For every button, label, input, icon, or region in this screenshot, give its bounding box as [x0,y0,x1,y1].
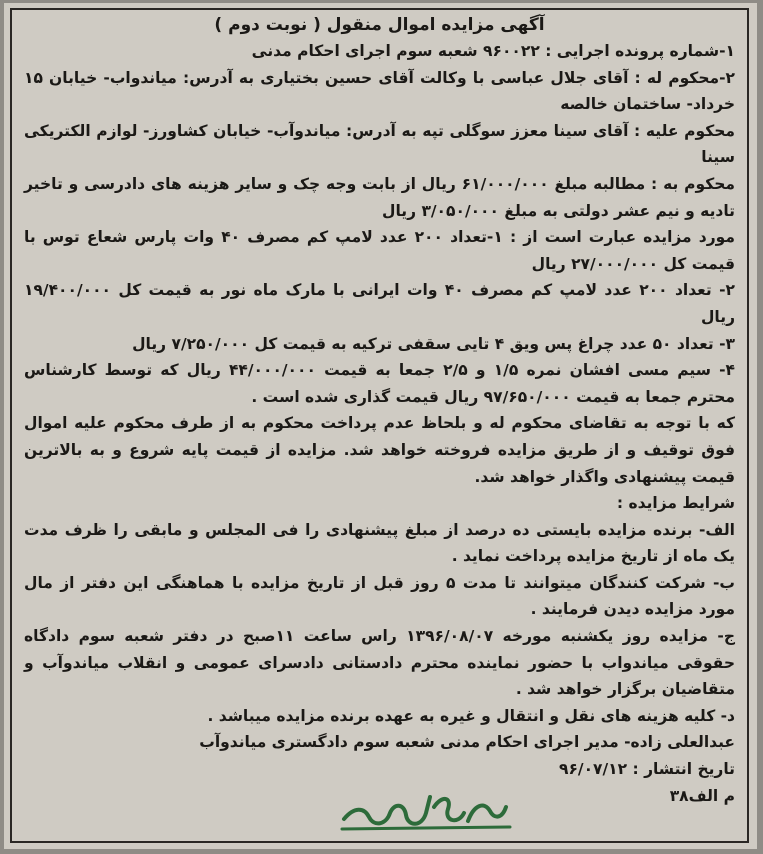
auction-item-4: ۴- سیم مسی افشان نمره ۱/۵ و ۲/۵ جمعا به قیمت ۴۴/۰۰۰/۰۰۰ ریال که توسط کارشناس محترم جمعا به قیمت ۹۷/۶۵۰/۰۰۰ ریال قیمت گذاری شده است . [24,361,735,406]
notice-body: که با توجه به تقاضای محکوم له و بلحاظ عدم پرداخت محکوم به از طرف محکوم علیه اموال فوق توقیف و از طریق مزایده فروخته خواهد شد. مزایده از قیمت پایه شروع و به بالاترین قیمت پیشنهادی واگذار خواهد شد. [24,414,735,486]
auction-item-1: مورد مزایده عبارت است از : ۱-تعداد ۲۰۰ عدد لامپ کم مصرف ۴۰ وات پارس شعاع توس با قیمت کل ۲۷/۰۰۰/۰۰۰ ریال [24,228,735,273]
condition-c: ج- مزایده روز یکشنبه مورخه ۱۳۹۶/۰۸/۰۷ راس ساعت ۱۱صبح در دفتر شعبه سوم دادگاه حقوقی میاندواب با حضور نماینده محترم دادستانی دادسرای عمومی و انقلاب میاندوآب و متقاضیان برگزار خواهد شد . [24,627,735,699]
file-number: ۱-شماره پرونده اجرایی : ۹۶۰۰۲۲ شعبه سوم اجرای احکام مدنی [251,42,735,60]
conditions-heading: شرایط مزایده : [616,494,735,513]
notice-title: آگهی مزایده اموال منقول ( نوبت دوم ) [214,15,545,35]
auction-item-2: ۲- تعداد ۲۰۰ عدد لامپ کم مصرف ۴۰ وات ایرانی با مارک ماه نور به قیمت کل ۱۹/۴۰۰/۰۰۰ ریال [24,281,735,326]
defendant: محکوم علیه : آقای سینا معزز سوگلی تپه به آدرس: میاندوآب- خیابان کشاورز- لوازم الکتریکی سینا [24,121,735,167]
judgment: محکوم به : مطالبه مبلغ ۶۱/۰۰۰/۰۰۰ ریال از بابت وجه چک و سایر هزینه های دادرسی و تاخیر تادیه و نیم عشر دولتی به مبلغ ۳/۰۵۰/۰۰۰ ریال [24,174,735,220]
condition-b: ب- شرکت کنندگان میتوانند تا مدت ۵ روز قبل از تاریخ مزایده با هماهنگی این دفتر از مال مورد مزایده دیدن فرمایند . [24,573,735,619]
notice-frame [10,8,749,843]
auction-item-3: ۳- تعداد ۵۰ عدد چراغ پس ویق ۴ تایی سقفی ترکیه به قیمت کل ۷/۲۵۰/۰۰۰ ریال [132,334,735,353]
condition-d: د- کلیه هزینه های نقل و انتقال و غیره به عهده برنده مزایده میباشد . [207,706,735,725]
reference-code: م الف۳۸ [669,786,735,805]
plaintiff: ۲-محکوم له : آقای جلال عباسی با وکالت آقای حسین بختیاری به آدرس: میاندواب- خیابان ۱۵ خرداد- ساختمان خالصه [24,68,735,114]
handwritten-number-mark [334,777,514,837]
newspaper-clipping [4,3,757,849]
publish-date: تاریخ انتشار : ۹۶/۰۷/۱۲ [558,760,735,779]
signature-line: عبدالعلی زاده- مدیر اجرای احکام مدنی شعبه سوم دادگستری میاندوآب [199,733,735,752]
condition-a: الف- برنده مزایده بایستی ده درصد از مبلغ پیشنهادی را فی المجلس و مابقی را ظرف مدت یک ماه از تاریخ مزایده پرداخت نماید . [24,520,735,566]
